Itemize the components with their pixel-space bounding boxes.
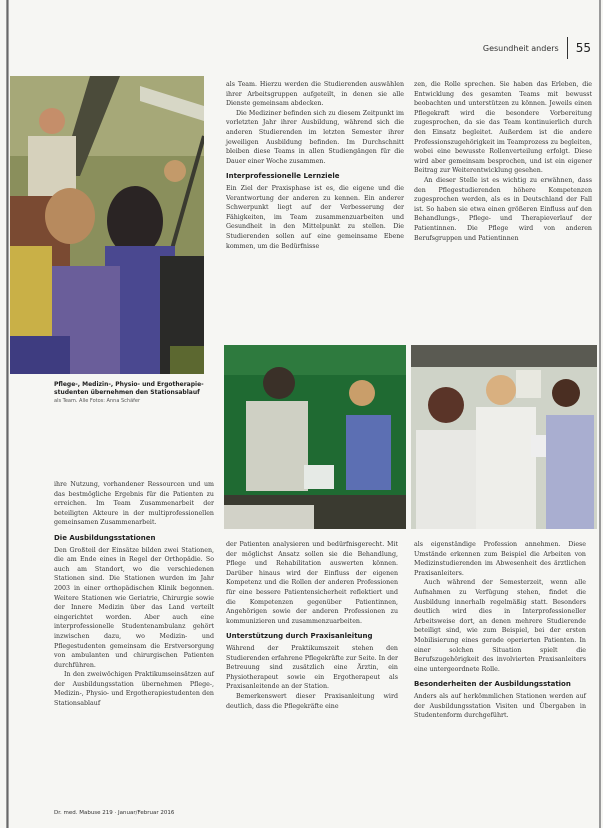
page-number: 55 (575, 41, 591, 55)
paragraph: Den Großteil der Einsätze bilden zwei Stationen, die am Ende eines in Regel der Orthopädie. So auch am Standort, wo die verschiedenen Stationen sind. Die Stationen wurden im Jahr 2003 in einer orthopädischen Klinik begonnen. Weitere Stationen wie Geriatrie, Chirurgie sowie der Innere Medizin über das Land verteilt eingerichtet worden. Aber auch eine interprofessionelle Studentenambulanz gehört inzwischen dazu, wo Medizin- und Pflegestudenten gemeinsam die Erstversorgung von ambulanten und chirurgischen Patienten durchführen. (54, 546, 214, 669)
paragraph: Auch während der Semesterzeit, wenn alle Aufnahmen zu Verfügung stehen, findet die Ausbildung innerhalb regelmäßig statt. Besonders deutlich wird dies in Interprofessioneller Arbeitsweise dort, an denen mehrere Studierende beteiligt sind, wie zum Beispiel, bei der ersten Mobilisierung eines gerade operierten Patienten. In einer solchen Situation spielt die Berufszugehörigkeit des involvierten Praxisanleiters eine untergeordnete Rolle. (414, 579, 586, 673)
paragraph: Während der Praktikumszeit stehen den Studierenden erfahrene Pflegekräfte zur Seite. In der Betreuung sind zusätzlich eine Ärztin, ein Physiotherapeut sowie ein Ergotherapeut als Praxisanleitende an der Station. (226, 644, 398, 691)
page-footer: Dr. med. Mabuse 219 · Januar/Februar 2016 (54, 810, 175, 816)
subheading: Unterstützung durch Praxisanleitung (226, 632, 373, 641)
book-spine (6, 0, 9, 828)
photo-credit: als Team. Alle Fotos: Anna Schäfer (54, 398, 141, 404)
paragraph: zen, die Rolle sprechen. Sie haben das Erleben, die Entwicklung des gesamten Teams mit bewusst beobachten und unterstützen zu können. Jeweils einen Pflegekraft wird die besondere Vorbereitung zugesprochen, da sie das Team kontinuierlich durch den Einsatz begleitet. Außerdem ist die andere Professionszugehörigkeit im Teamprozess zu begleiten, wobei eine bewusste Rollenverteilung erfolgt. Diese wird aber gemeinsam besprochen, und ist ein eigener Beitrag zur Weiterentwicklung gesehen. (414, 81, 592, 175)
paragraph: als eigenständige Profession annehmen. Diese Umstände erkennen zum Beispiel die Arbeiten von Medizinstudierenden im Abwesenheit des ärztlichen Praxisanleiters. (414, 541, 586, 577)
photo-students-bedside (10, 76, 204, 374)
subheading: Interprofessionelle Lernziele (226, 172, 340, 181)
photo-students-preparing (224, 345, 406, 529)
caption-text: Pflege-, Medizin-, Physio- und Ergotherapie-studenten übernehmen den Stationsablauf (54, 381, 204, 396)
subheading: Die Ausbildungsstationen (54, 533, 156, 542)
paragraph: der Patienten analysieren und bedürfnisgerecht. Mit der möglichst Ansatz sollen sie die Behandlung, Pflege und Rehabilitation auswerten können. Darüber hinaus wird der Einfluss der eigenen Kompetenz und die Rollen der anderen Professionen für eine bessere Patientensicherheit reflektiert und die Kompetenzen gegenüber Patientinnen, Angehörigen sowie der anderen Professionen zu kommunizieren und zusammenzuarbeiten. (226, 541, 398, 625)
article-column-right-top (414, 80, 592, 243)
article-column-middle-top (226, 80, 404, 251)
photo-students-discussing (411, 345, 597, 529)
photo-illustration (10, 76, 204, 374)
paragraph: Die Mediziner befinden sich zu diesem Zeitpunkt im vorletzten Jahr ihrer Ausbildung, während sich die anderen Studierenden im letzten Semester ihrer jeweiligen Ausbildung befinden. Im Durchschnitt bleiben diese Teams in allen Studiengängen für die Dauer einer Woche zusammen. (226, 109, 404, 165)
paragraph: Anders als auf herkömmlichen Stationen werden auf der Ausbildungsstation Visiten und Übergaben in Studentenform durchgeführt. (414, 692, 586, 720)
running-header (483, 37, 591, 59)
article-column-right-bottom (414, 540, 586, 721)
paragraph: als Team. Hierzu werden die Studierenden auswählen ihrer Arbeitsgruppen aufgeteilt, in denen sie alle Dienste gemeinsam abdecken. (226, 81, 404, 108)
photo-illustration (411, 345, 597, 529)
paragraph: ihre Nutzung, vorhandener Ressourcen und um das bestmögliche Ergebnis für die Patienten zu erreichen. Im Team Zusammenarbeit der beteiligten Akteure in der multiprofessionellen gemeinsamen Zusammenarbeit. (54, 481, 214, 527)
paragraph: An dieser Stelle ist es wichtig zu erwähnen, dass den Pflegestudierenden höhere Kompetenzen zugesprochen werden, als es in Deutschland der Fall ist. So haben sie etwa einen größeren Einfluss auf den Behandlungs-, Pflege- und Therapieverlauf der Patientinnen. Die Pflege wird von anderen Berufsgruppen und Patientinnen (414, 176, 592, 242)
paragraph: Bemerkenswert dieser Praxisanleitung wird deutlich, dass die Pflegekräfte eine (226, 692, 398, 710)
subheading: Besonderheiten der Ausbildungsstation (414, 680, 571, 689)
article-column-left-bottom (54, 480, 214, 709)
section-title: Gesundheit anders (482, 43, 559, 53)
photo-caption (54, 381, 204, 405)
paragraph: Ein Ziel der Praxisphase ist es, die eigene und die Verantwortung der anderen zu kennen. Ein anderer Schwerpunkt liegt auf der Verbesserung der Fähigkeiten, im Team zusammenzuarbeiten und Gesundheit in den Mittelpunkt zu stellen. Die Studierenden sollen auf eine gemeinsame Ebene kommen, um die Bedürfnisse (226, 184, 404, 250)
article-column-middle-bottom (226, 540, 398, 711)
photo-illustration (224, 345, 406, 529)
paragraph: In den zweiwöchigen Praktikumseinsätzen auf der Ausbildungsstation übernehmen Pflege-, Medizin-, Physio- und Ergotherapiestudenten den Stationsablauf (54, 671, 214, 708)
page-edge (599, 0, 601, 828)
header-divider (567, 37, 568, 59)
